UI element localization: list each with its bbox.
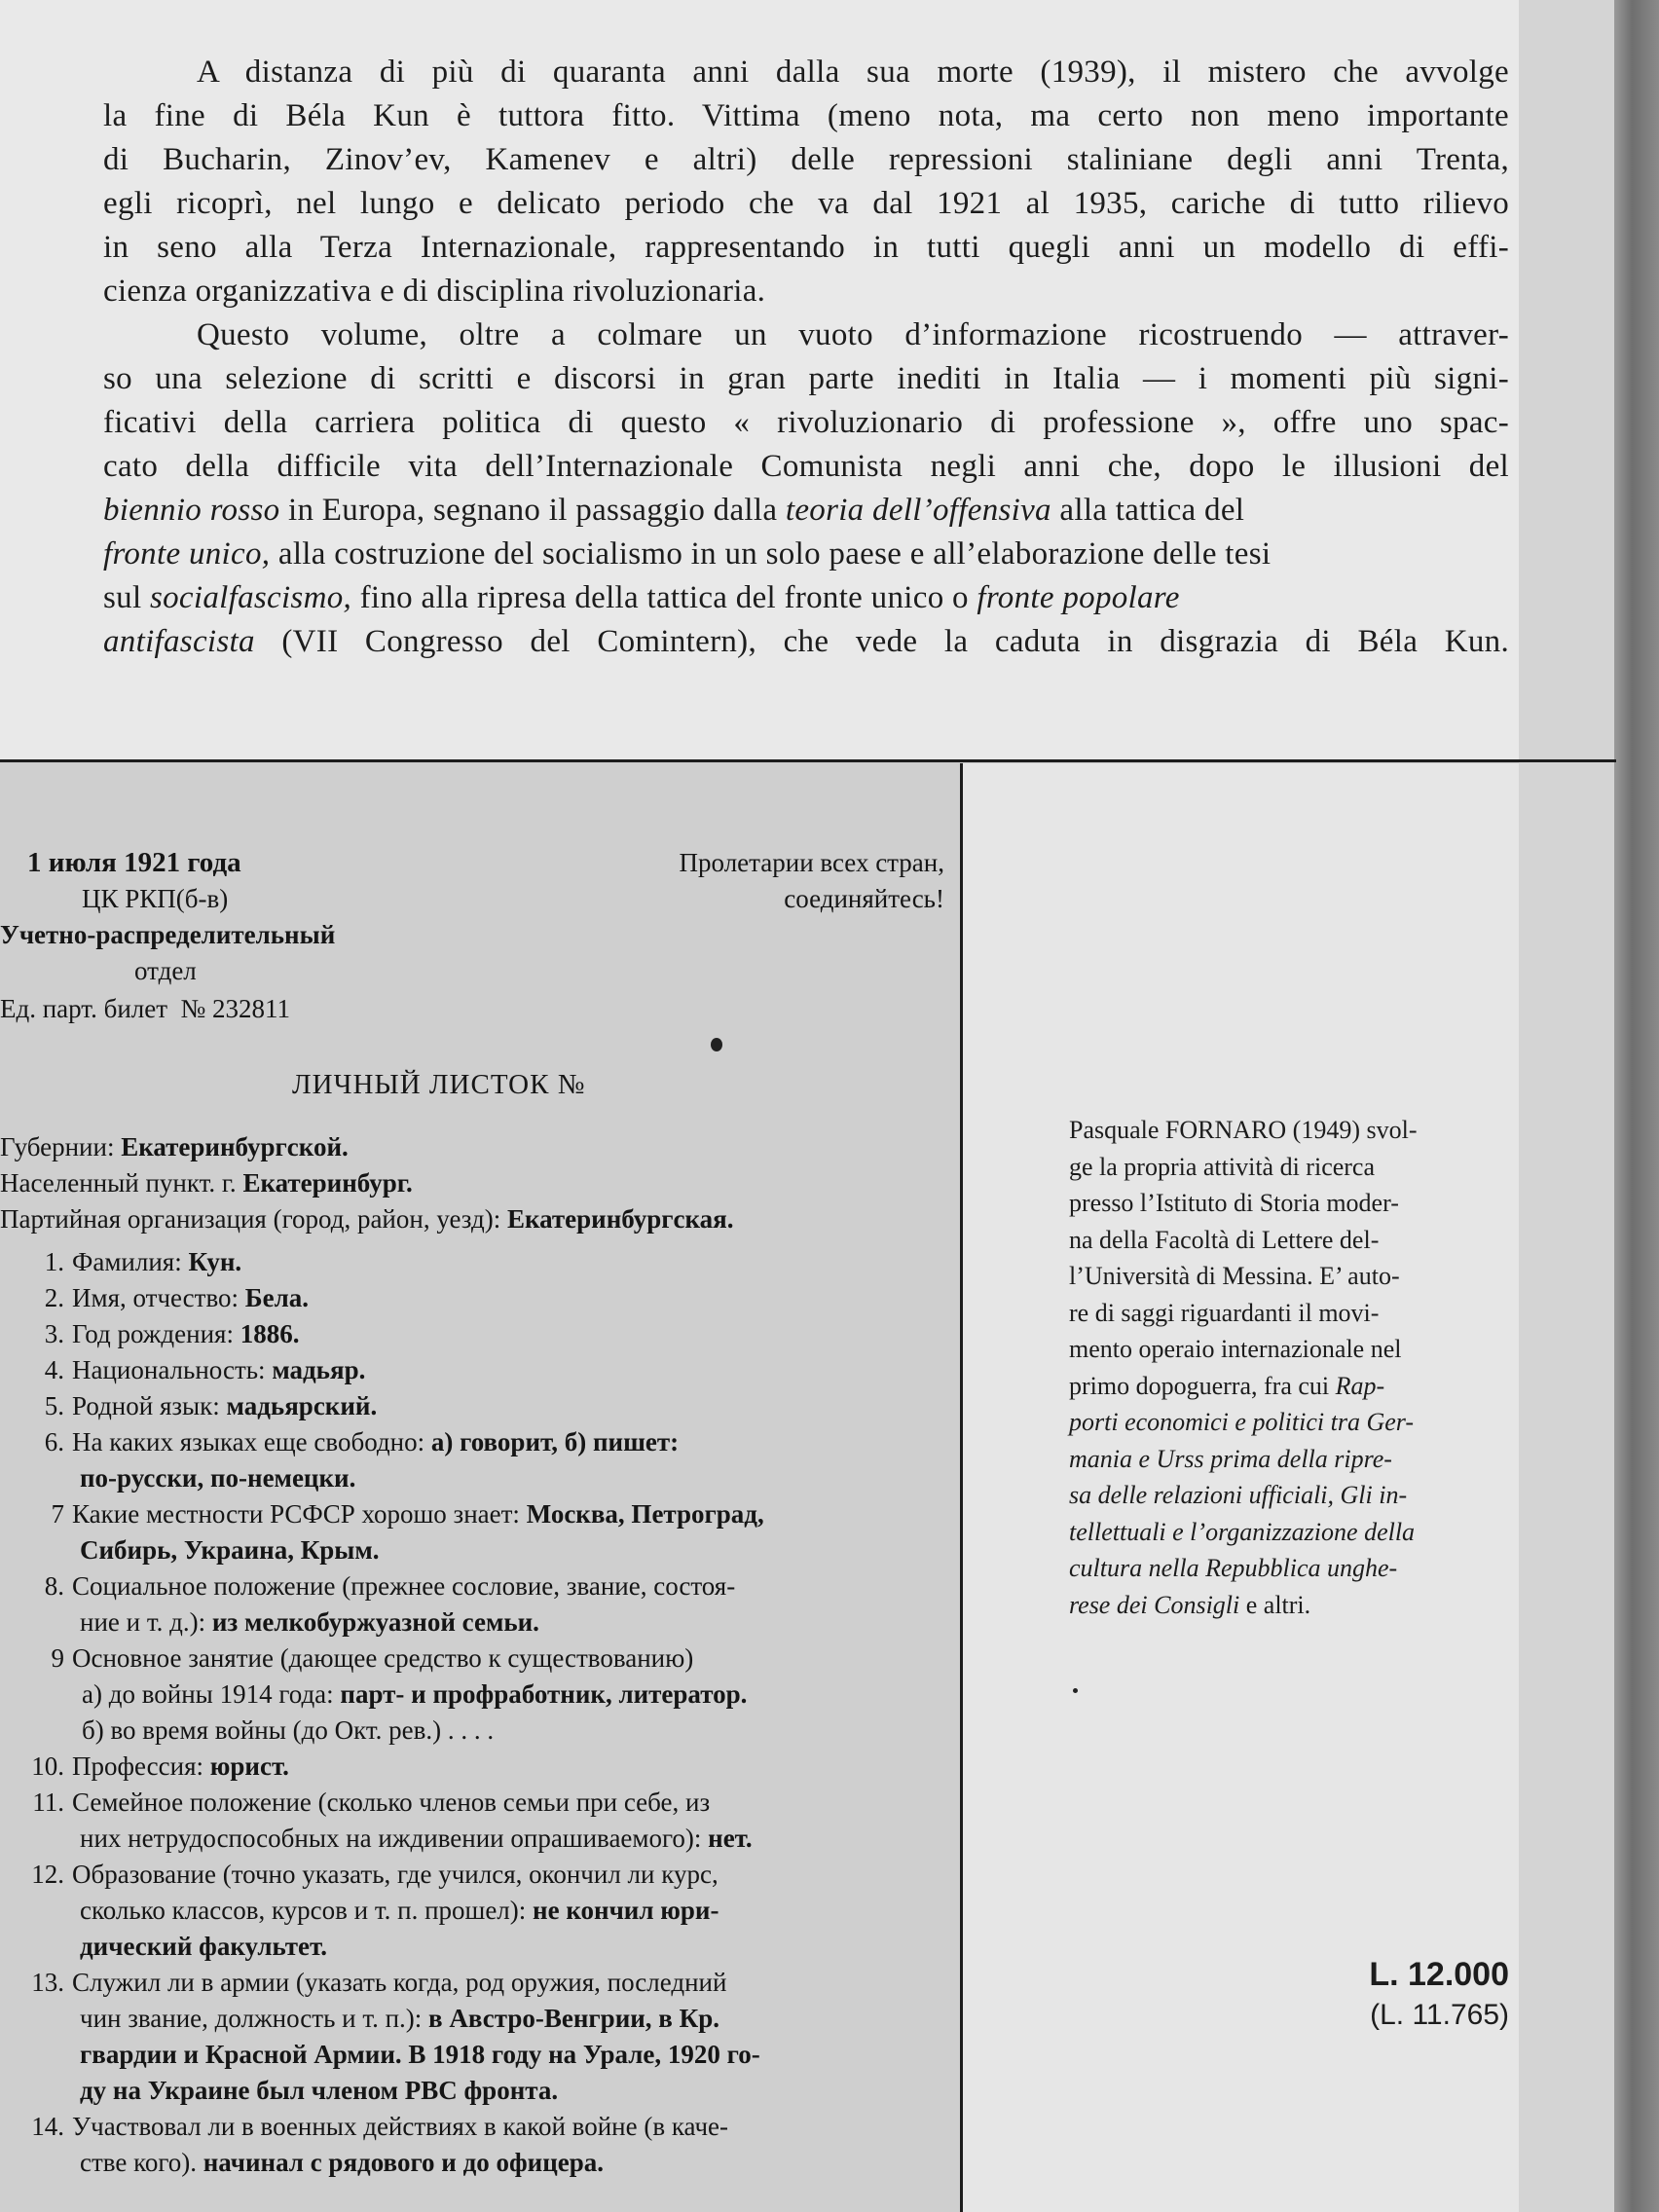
intro-line-12 [103, 533, 1509, 576]
book-edge-light [1519, 0, 1614, 2212]
card-item-value: парт- и профработник, литератор. [340, 1679, 748, 1709]
text-span: alla tattica del [1051, 493, 1245, 528]
card-dept: Учетно-распределительный [0, 920, 336, 949]
bio-line: re di saggi riguardanti il movi- [1069, 1298, 1380, 1327]
card-item-line [72, 1496, 940, 1532]
intro-line: di Bucharin, Zinov’ev, Kamenev e altri) delle repressioni staliniane degli anni Trenta, [103, 142, 1509, 177]
card-item-number: 3. [44, 1319, 64, 1348]
card-field-row [0, 1201, 940, 1237]
card-item [0, 1749, 940, 1785]
bio-italic: cultura nella Repubblica unghe- [1069, 1554, 1398, 1582]
price-secondary: (L. 11.765) [1370, 1999, 1509, 2031]
bio-line [1069, 1368, 1509, 1405]
intro-line: so una selezione di scritti e discorsi in gran parte inediti in Italia — i momenti più signi- [103, 361, 1509, 396]
card-item-line [72, 2001, 940, 2037]
card-item-line [72, 1641, 940, 1677]
card-item-line [72, 1316, 940, 1352]
card-item-value: гвардии и Красной Армии. В 1918 году на Урале, 1920 го- [80, 2040, 760, 2069]
card-item-line [72, 2109, 940, 2145]
intro-line-13 [103, 576, 1509, 620]
card-item-value: а) говорит, б) пишет: [430, 1427, 680, 1456]
price-block [1266, 1953, 1509, 2035]
bio-italic: porti economici e politici tra Ger- [1069, 1408, 1415, 1436]
card-header-left [0, 845, 409, 1027]
card-dept-cont: отдел [134, 956, 197, 985]
card-item-label: стве кого). [80, 2148, 203, 2177]
card-item-label: них нетрудоспособных на иждивении опрашиваемого): [80, 1824, 709, 1853]
sheet-title: ЛИЧНЫЙ ЛИСТОК № [292, 1069, 586, 1100]
card-field-value: Екатеринбургской. [121, 1132, 349, 1161]
card-item-line [72, 1965, 940, 2001]
bio-line: na della Facoltà di Lettere del- [1069, 1225, 1380, 1254]
intro-paragraph-2 [103, 313, 1509, 489]
card-number-row [0, 991, 409, 1027]
intro-line: A distanza di più di quaranta anni dalla sua morte (1939), il mistero che avvolge [197, 55, 1509, 90]
card-item-value: дический факультет. [80, 1932, 327, 1961]
intro-line: la fine di Béla Kun è tuttora fitto. Vittima (meno nota, ma certo non meno importante [103, 98, 1509, 133]
card-item-value: Кун. [188, 1247, 242, 1276]
italic-biennio-rosso: biennio rosso [103, 493, 280, 528]
card-item-value: нет. [708, 1824, 753, 1853]
horizontal-divider [0, 759, 1616, 762]
card-item-line [72, 1424, 940, 1460]
card-item-number: 11. [32, 1788, 64, 1817]
intro-line: Questo volume, oltre a colmare un vuoto d’informazione ricostruendo — attraver- [197, 317, 1509, 352]
intro-line: ficativi della carriera politica di questo « rivoluzionario di professione », offre uno spac- [103, 405, 1509, 440]
card-field-row [0, 1165, 940, 1201]
card-item [0, 1857, 940, 1965]
italic-teoria-offensiva: teoria dell’offensiva [785, 493, 1051, 528]
card-item-line [72, 1352, 940, 1388]
card-item-text [72, 1424, 940, 1496]
intro-text [103, 51, 1509, 664]
card-item-number: 1. [44, 1247, 64, 1276]
card-item [0, 2109, 940, 2181]
card-item-text [72, 1352, 940, 1388]
card-item-label: Имя, отчество: [72, 1283, 245, 1312]
card-item-label: Социальное положение (прежнее сословие, звание, состоя- [72, 1571, 736, 1601]
card-item-label: сколько классов, курсов и т. п. прошел): [80, 1896, 534, 1925]
price-main: L. 12.000 [1369, 1956, 1509, 1993]
italic-fronte-popolare: fronte popolare [977, 580, 1180, 615]
card-item-value: 1886. [240, 1319, 300, 1348]
intro-line: cienza organizzativa e di disciplina rivoluzionaria. [103, 274, 766, 309]
card-item-text [72, 2109, 940, 2181]
card-item [0, 1641, 940, 1749]
card-field-value: Екатеринбургская. [506, 1204, 734, 1234]
bio-text: primo dopoguerra, fra cui [1069, 1371, 1336, 1400]
card-item-number: 9 [51, 1643, 64, 1673]
card-item-text [72, 1641, 940, 1749]
card-item-label: чин звание, должность и т. п.): [80, 2004, 429, 2033]
text-span: sul [103, 580, 150, 615]
card-item-value: мадьяр. [272, 1355, 366, 1384]
card-item-label: а) до войны 1914 года: [82, 1679, 341, 1709]
card-item-label: Служил ли в армии (указать когда, род оружия, последний [72, 1968, 727, 1997]
card-item-value: Сибирь, Украина, Крым. [80, 1535, 380, 1565]
bio-italic: rese dei Consigli [1069, 1590, 1240, 1619]
bio-line [1069, 1441, 1509, 1478]
bio-line [1069, 1477, 1509, 1514]
cover-top-panel [0, 0, 1519, 759]
text-span: (VII Congresso del Comintern), che vede la caduta in disgrazia di Béla Kun. [254, 624, 1509, 659]
card-item-value: юрист. [209, 1751, 289, 1781]
card-item-text [72, 1388, 940, 1424]
bio-line [1069, 1550, 1509, 1587]
card-item-line [72, 1244, 940, 1280]
bio-line: Pasquale FORNARO (1949) svol- [1069, 1116, 1418, 1144]
card-item-label: Родной язык: [72, 1391, 227, 1420]
bio-italic: Rap- [1335, 1371, 1385, 1400]
slogan-line-1: Пролетарии всех стран, [679, 848, 944, 877]
intro-line: egli ricoprì, nel lungo e delicato periodo che va dal 1921 al 1935, cariche di tutto rilievo [103, 186, 1509, 221]
card-item-label: Основное занятие (дающее средство к существованию) [72, 1643, 694, 1673]
card-item-label: ние и т. д.): [80, 1607, 212, 1637]
intro-line-11 [103, 489, 1509, 533]
card-item [0, 1965, 940, 2109]
card-item-text [72, 1316, 940, 1352]
card-item-line [72, 1532, 940, 1568]
card-item-number: 13. [31, 1968, 64, 1997]
intro-line: in seno alla Terza Internazionale, rappresentando in tutti quegli anni un modello di effi- [103, 230, 1509, 265]
card-item [0, 1424, 940, 1496]
card-item-text [72, 1965, 940, 2109]
bio-line [1069, 1514, 1509, 1551]
card-item [0, 1388, 940, 1424]
card-org: ЦК РКП(б-в) [82, 884, 229, 913]
card-item-number: 8. [44, 1571, 64, 1601]
card-item-text [72, 1749, 940, 1785]
card-item-number: 2. [44, 1283, 64, 1312]
bio-italic: sa delle relazioni ufficiali, Gli in- [1069, 1481, 1408, 1509]
card-item-label: Год рождения: [72, 1319, 240, 1348]
card-item-line [72, 1388, 940, 1424]
card-item-line [72, 1857, 940, 1893]
card-item [0, 1496, 940, 1568]
card-item-line [72, 1460, 940, 1496]
book-edge-dark [1614, 0, 1659, 2212]
bio-italic: mania e Urss prima della ripre- [1069, 1444, 1392, 1473]
card-item-value: из мелкобуржуазной семьи. [211, 1607, 539, 1637]
italic-fronte-unico: fronte unico, [103, 536, 271, 571]
card-item-value: по-русски, по-немецки. [80, 1463, 356, 1493]
card-item-number: 6. [44, 1427, 64, 1456]
intro-paragraph-1 [103, 51, 1509, 313]
card-item-number: 4. [44, 1355, 64, 1384]
text-span: alla costruzione del socialismo in un solo paese e all’elaborazione delle tesi [270, 536, 1272, 571]
card-item-number: 10. [31, 1751, 64, 1781]
card-item-value: в Австро-Венгрии, в Кр. [428, 2004, 719, 2033]
card-field-label: Партийная организация (город, район, уезд): [0, 1204, 507, 1234]
card-item [0, 1316, 940, 1352]
card-field-label: Губернии: [0, 1132, 122, 1161]
card-item [0, 1352, 940, 1388]
card-number: № 232811 [180, 994, 291, 1023]
card-fields [0, 1129, 940, 1237]
card-item [0, 1280, 940, 1316]
bio-text: e altri. [1239, 1590, 1311, 1619]
card-field-value: Екатеринбург. [242, 1168, 413, 1198]
card-header-right [545, 845, 944, 917]
card-item-label: Национальность: [72, 1355, 273, 1384]
card-item-line [72, 1821, 940, 1857]
card-field-label: Населенный пункт. г. [0, 1168, 243, 1198]
card-item-value: начинал с рядового и до офицера. [203, 2148, 605, 2177]
card-item-line [72, 1749, 940, 1785]
card-item-value: Бела. [244, 1283, 310, 1312]
card-item-text [72, 1280, 940, 1316]
card-item-number: 7 [51, 1499, 64, 1529]
card-number-label: Ед. парт. билет [0, 994, 168, 1023]
slogan-line-2: соединяйтесь! [784, 884, 944, 913]
author-bio [1069, 1112, 1509, 1623]
card-item-value: мадьярский. [226, 1391, 378, 1420]
card-item [0, 1244, 940, 1280]
card-item-label: Профессия: [72, 1751, 210, 1781]
card-item-text [72, 1496, 940, 1568]
ink-speck [1073, 1688, 1078, 1693]
intro-line-14 [103, 620, 1509, 664]
bio-line: mento operaio internazionale nel [1069, 1335, 1402, 1363]
card-item-label: Семейное положение (сколько членов семьи при себе, из [72, 1788, 711, 1817]
card-items [0, 1244, 940, 2181]
card-item-text [72, 1857, 940, 1965]
card-item-label: На каких языках еще свободно: [72, 1427, 431, 1456]
text-span: fino alla ripresa della tattica del fronte unico o [351, 580, 977, 615]
card-item-number: 14. [31, 2112, 64, 2141]
card-item-number: 5. [44, 1391, 64, 1420]
card-field-row [0, 1129, 940, 1165]
card-item [0, 1785, 940, 1857]
italic-antifascista: antifascista [103, 624, 255, 659]
card-item-value: Москва, Петроград, [526, 1499, 764, 1529]
ink-speck [711, 1038, 722, 1051]
card-item-line [72, 1785, 940, 1821]
card-item-line [72, 1280, 940, 1316]
card-item-value: ду на Украине был членом РВС фронта. [80, 2076, 559, 2105]
bio-line: presso l’Istituto di Storia moder- [1069, 1189, 1399, 1217]
card-item-line: б) во время войны (до Окт. рев.) . . . . [82, 1715, 495, 1745]
bio-line [1069, 1587, 1509, 1624]
card-date: 1 июля 1921 года [27, 847, 241, 878]
card-item-label: Фамилия: [72, 1247, 189, 1276]
italic-socialfascismo: socialfascismo, [149, 580, 352, 615]
bio-line: ge la propria attività di ricerca [1069, 1152, 1376, 1181]
card-item-line [72, 2145, 940, 2181]
bio-line [1069, 1404, 1509, 1441]
card-item-label: Образование (точно указать, где учился, окончил ли курс, [72, 1860, 719, 1889]
card-item-line [72, 1568, 940, 1604]
card-item-number: 12. [31, 1860, 64, 1889]
card-item-value: не кончил юри- [533, 1896, 719, 1925]
bio-italic: tellettuali e l’organizzazione della [1069, 1517, 1416, 1546]
card-item-text [72, 1568, 940, 1641]
text-span: in Europa, segnano il passaggio dalla [279, 493, 786, 528]
card-item-text [72, 1244, 940, 1280]
intro-paragraph-2-italic-lines [103, 489, 1509, 664]
card-item-text [72, 1785, 940, 1857]
card-item-line [72, 1677, 940, 1713]
card-item-line [72, 1604, 940, 1641]
bio-line: l’Università di Messina. E’ auto- [1069, 1262, 1400, 1290]
card-item [0, 1568, 940, 1641]
card-item-label: Какие местности РСФСР хорошо знает: [72, 1499, 527, 1529]
card-item-label: Участвовал ли в военных действиях в какой войне (в каче- [72, 2112, 729, 2141]
card-item-line [72, 1893, 940, 1929]
intro-line: cato della difficile vita dell’Internazionale Comunista negli anni che, dopo le illusioni del [103, 449, 1509, 484]
